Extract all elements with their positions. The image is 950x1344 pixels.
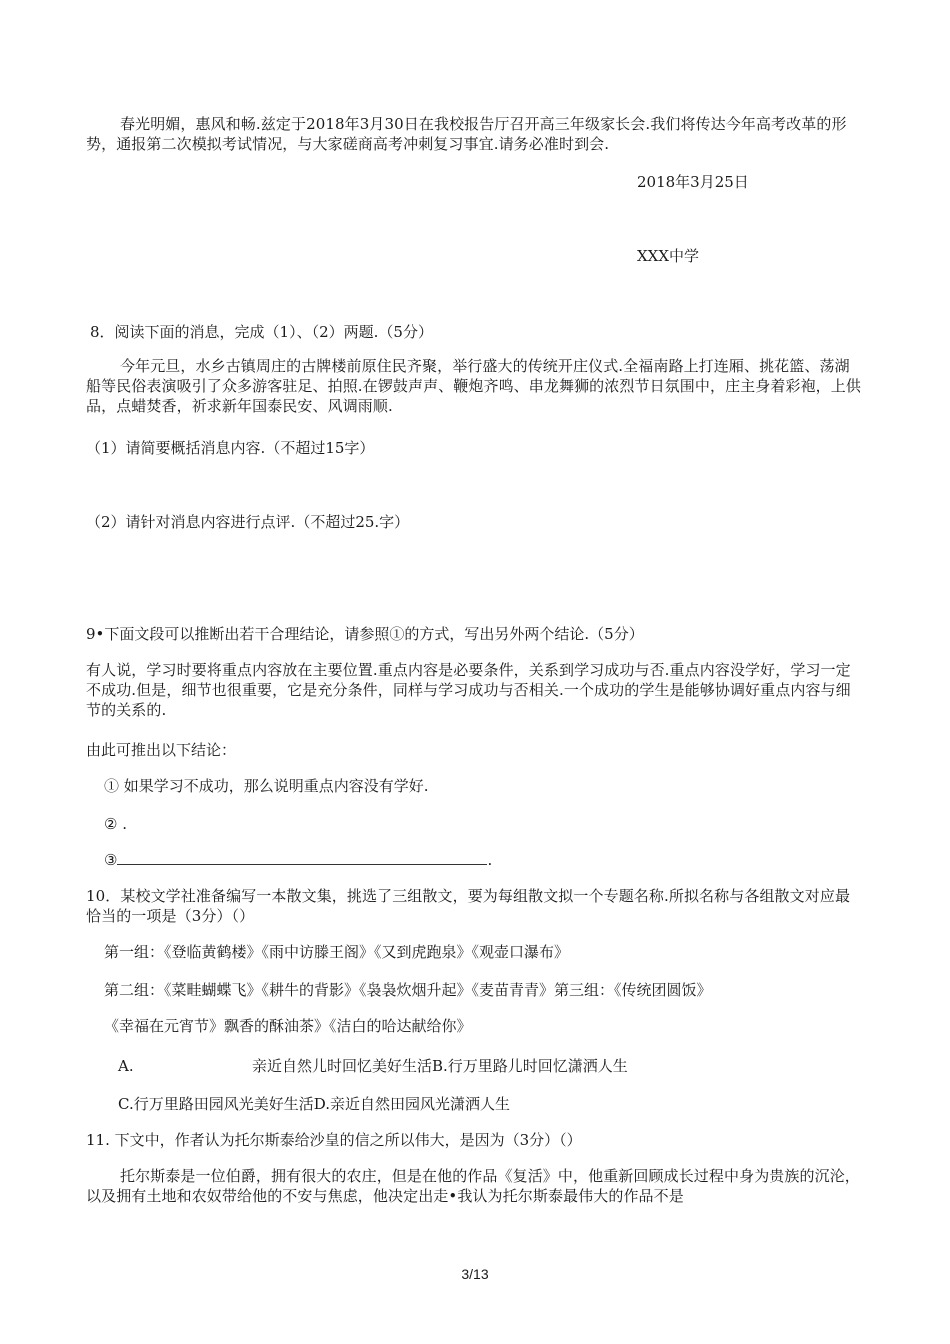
q10-option-a-label: A. [118,1057,134,1075]
q9-conclusion-2: ② . [104,815,127,833]
q9-title: 9•下面文段可以推断出若干合理结论，请参照①的方式，写出另外两个结论.（5分） [86,625,644,643]
q8-title: 8．阅读下面的消息，完成（1）、（2）两题.（5分） [90,323,433,341]
q10-title: 10．某校文学社准备编写一本散文集，挑选了三组散文，要为每组散文拟一个专题名称.所拟名称与各组散文对应最恰当的一项是（3分）（） [86,887,851,925]
q8-sub2: （2）请针对消息内容进行点评.（不超过25.字） [86,513,410,531]
page-number: 3/13 [461,1266,489,1282]
q10-group-1: 第一组：《登临黄鹤楼》《雨中访滕王阁》《又到虎跑泉》《观壶口瀑布》 [104,943,570,961]
q8-passage: 今年元旦，水乡古镇周庄的古牌楼前原住民齐聚，举行盛大的传统开庄仪式.全福南路上打连厢、挑花篮、荡湖船等民俗表演吸引了众多游客驻足、拍照.在锣鼓声声、鞭炮齐鸣、串龙舞狮的浓烈节日氛围中，庄主身着彩袍，上供品，点蜡焚香，祈求新年国泰民安、风调雨顺. [86,357,861,415]
q10-group-2: 第二组：《菜畦蝴蝶飞》《耕牛的背影》《袅袅炊烟升起》《麦苗青青》第三组：《传统团圆饭》 [104,981,712,999]
q11-title: 11. 下文中，作者认为托尔斯泰给沙皇的信之所以伟大，是因为（3分）（） [86,1131,582,1149]
q9-lead: 由此可推出以下结论： [86,741,237,759]
q9-passage: 有人说，学习时要将重点内容放在主要位置.重点内容是必要条件，关系到学习成功与否.重点内容没学好，学习一定不成功.但是，细节也很重要，它是充分条件，同样与学习成功与否相关.一个成功的学生是能够协调好重点内容与细节的关系的. [86,661,851,719]
q10-option-c: C.行万里路田园风光美好生活D.亲近自然田园风光潇洒人生 [118,1095,510,1113]
notice-signature: XXX中学 [637,247,700,265]
q9-conclusion-3-mark: ③ [104,851,118,869]
q10-group-3: 《幸福在元宵节》飘香的酥油茶》《洁白的哈达献给你》 [104,1017,472,1035]
q9-conclusion-1: ① 如果学习不成功，那么说明重点内容没有学好. [104,777,429,795]
answer-blank-line [117,850,487,865]
q10-option-a-text: 亲近自然儿时回忆美好生活B.行万里路儿时回忆潇洒人生 [252,1057,628,1075]
notice-date: 2018年3月25日 [637,173,749,191]
q8-sub1: （1）请简要概括消息内容.（不超过15字） [86,439,375,457]
q9-conclusion-3-end: . [487,851,493,869]
q11-passage: 托尔斯泰是一位伯爵，拥有很大的农庄，但是在他的作品《复活》中，他重新回顾成长过程中身为贵族的沉沦，以及拥有土地和农奴带给他的不安与焦虑，他决定出走•我认为托尔斯泰最伟大的作品不是 [86,1167,860,1205]
q9-conclusion-3 [104,850,492,870]
notice-body: 春光明媚，惠风和畅.兹定于2018年3月30日在我校报告厅召开高三年级家长会.我们将传达今年高考改革的形势，通报第二次模拟考试情况，与大家磋商高考冲刺复习事宜.请务必准时到会. [86,115,847,153]
